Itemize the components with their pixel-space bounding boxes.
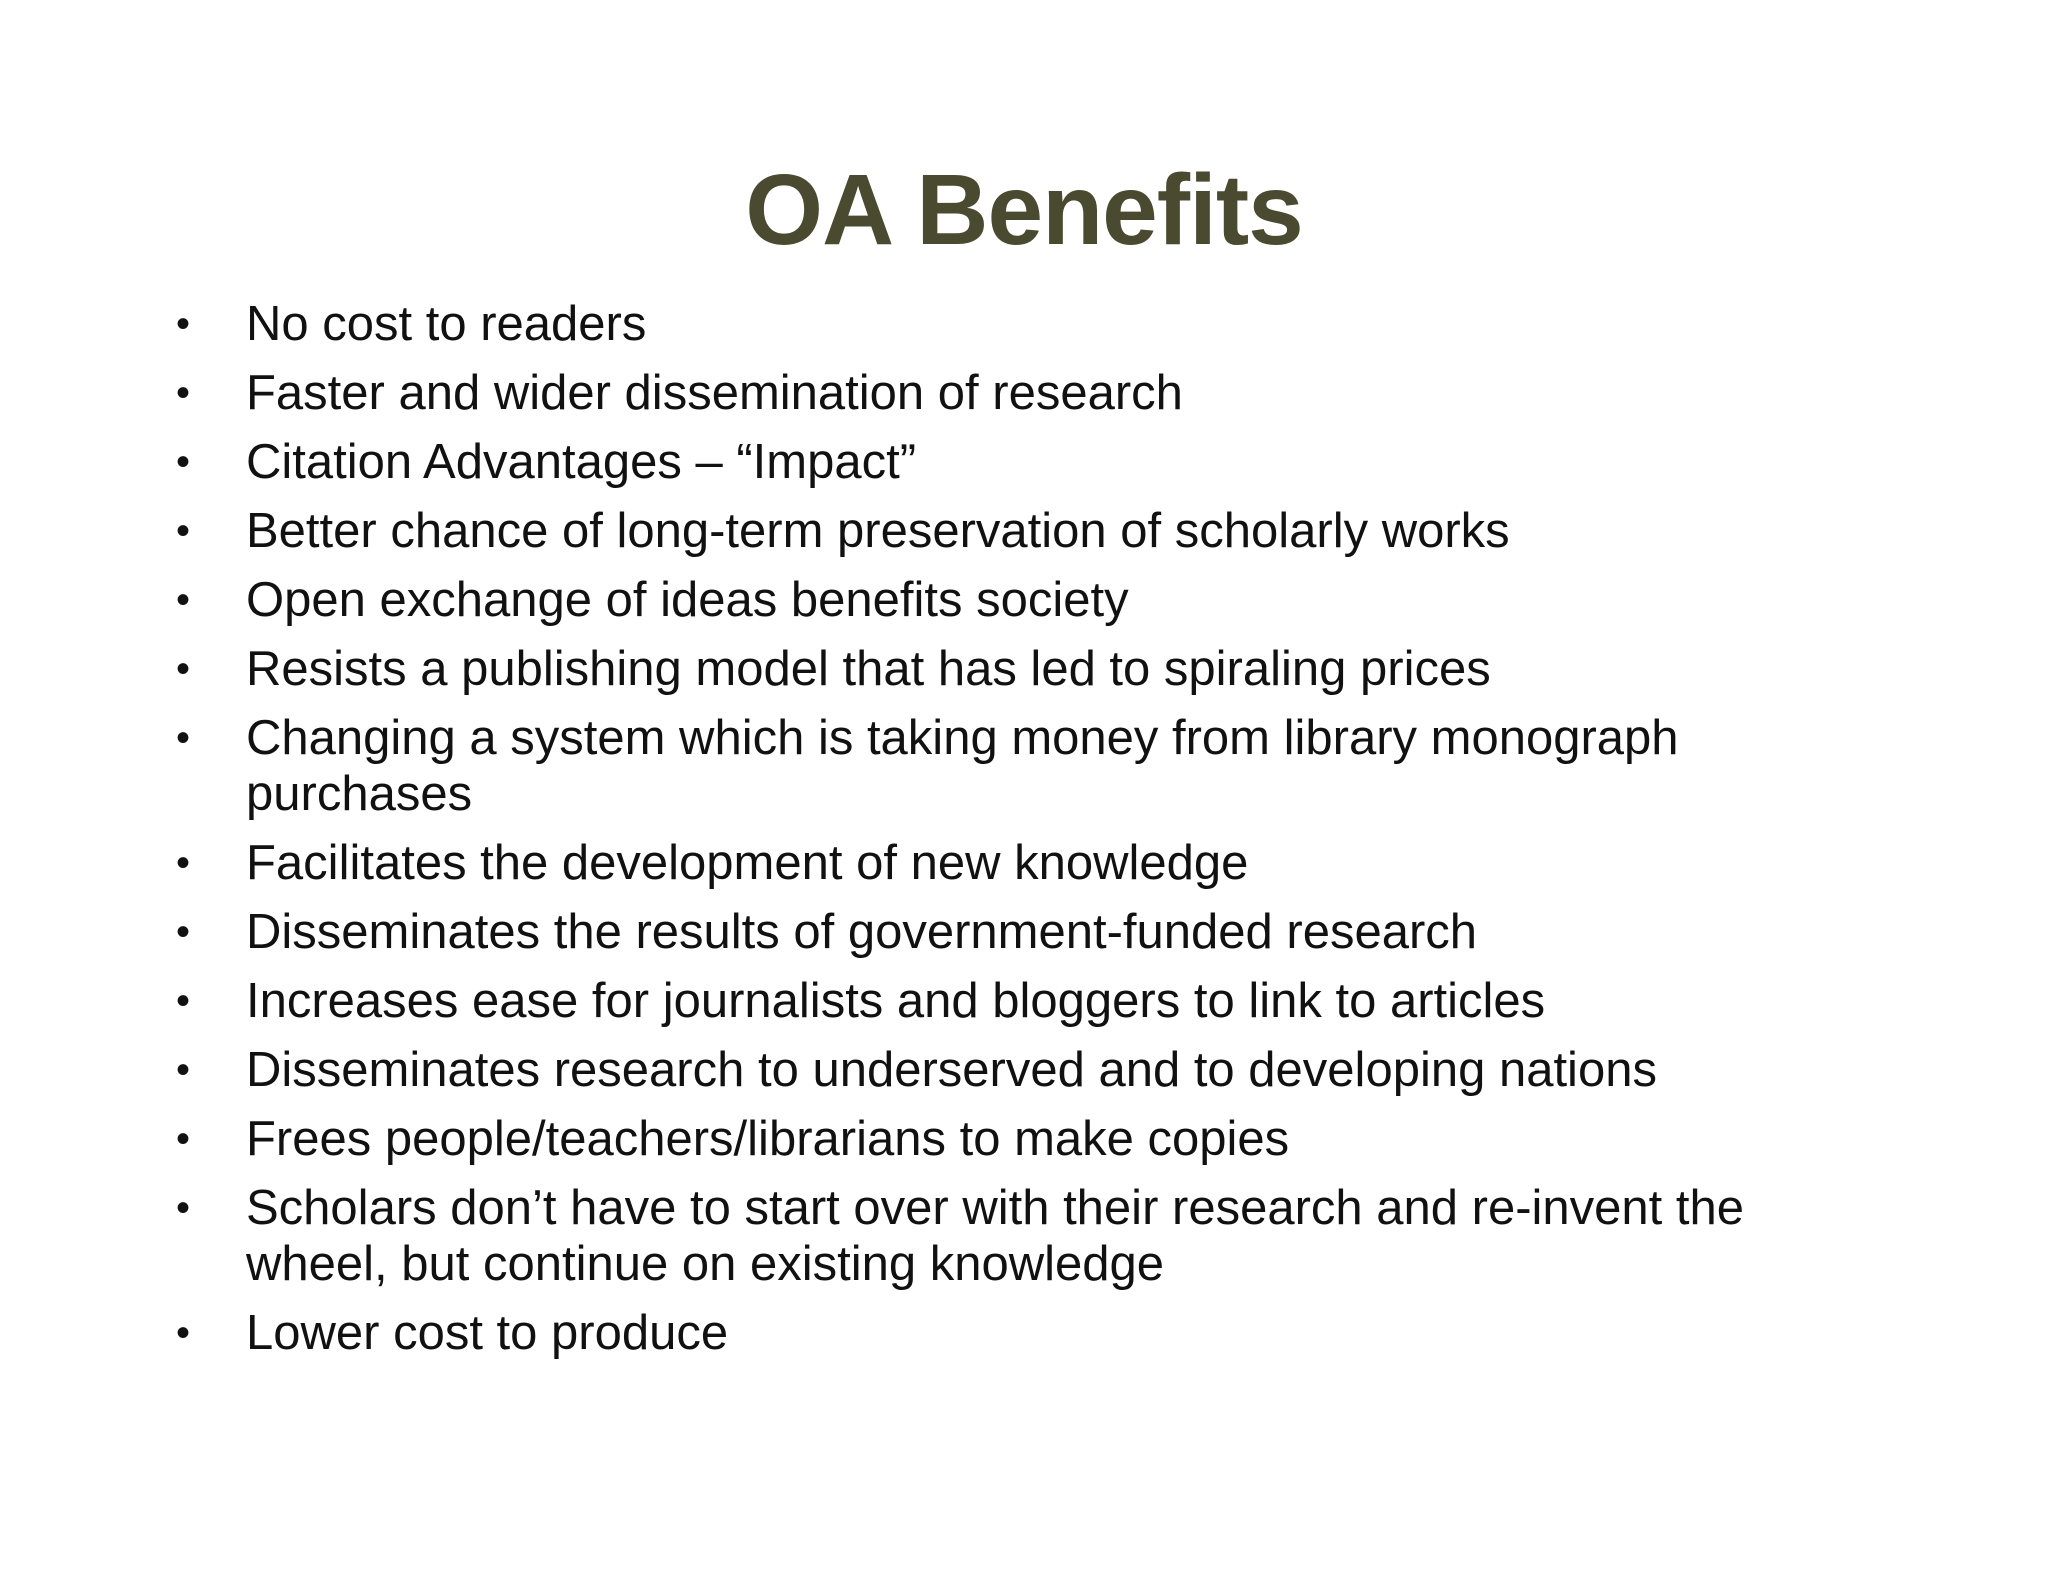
- bullet-text: Increases ease for journalists and bloggers to link to articles: [246, 974, 1546, 1028]
- bullet-item: [0, 1111, 2048, 1167]
- bullet-text: Lower cost to produce: [246, 1306, 729, 1360]
- bullet-item: [0, 572, 2048, 628]
- bullet-item: [0, 1042, 2048, 1098]
- bullet-icon: •: [176, 910, 191, 954]
- bullet-icon: •: [176, 509, 191, 553]
- bullet-item: [0, 365, 2048, 421]
- bullet-item: [0, 835, 2048, 891]
- bullet-text: Disseminates research to underserved and to developing nations: [246, 1043, 1657, 1097]
- bullet-text: Disseminates the results of government-funded research: [246, 905, 1478, 959]
- bullet-icon: •: [176, 578, 191, 622]
- bullet-item: [0, 641, 2048, 697]
- bullet-icon: •: [176, 647, 191, 691]
- bullet-icon: •: [176, 1311, 191, 1355]
- bullet-text: Open exchange of ideas benefits society: [246, 573, 1129, 627]
- bullet-item: [0, 1305, 2048, 1361]
- bullet-item: [0, 503, 2048, 559]
- bullet-text: Scholars don’t have to start over with their research and re-invent the wheel, but continue on existing knowledge: [246, 1181, 1744, 1291]
- bullet-text: Better chance of long-term preservation of scholarly works: [246, 504, 1510, 558]
- bullet-text: Resists a publishing model that has led to spiraling prices: [246, 642, 1491, 696]
- bullet-item: [0, 434, 2048, 490]
- bullet-icon: •: [176, 716, 191, 760]
- bullet-item: [0, 296, 2048, 352]
- bullet-item: [0, 710, 2048, 822]
- bullet-text: Facilitates the development of new knowledge: [246, 836, 1249, 890]
- bullet-item: [0, 1180, 2048, 1292]
- bullet-icon: •: [176, 979, 191, 1023]
- bullet-icon: •: [176, 1048, 191, 1092]
- bullet-icon: •: [176, 440, 191, 484]
- bullet-text: No cost to readers: [246, 297, 647, 351]
- bullet-icon: •: [176, 371, 191, 415]
- bullet-item: [0, 973, 2048, 1029]
- bullet-text: Faster and wider dissemination of research: [246, 366, 1183, 420]
- slide-title: OA Benefits: [745, 154, 1303, 266]
- bullet-item: [0, 904, 2048, 960]
- bullet-icon: •: [176, 1117, 191, 1161]
- bullet-icon: •: [176, 302, 191, 346]
- bullet-text: Frees people/teachers/librarians to make copies: [246, 1112, 1290, 1166]
- bullet-text: Changing a system which is taking money from library monograph purchases: [246, 711, 1679, 821]
- bullet-list: [0, 296, 2048, 1374]
- bullet-text: Citation Advantages – “Impact”: [246, 435, 917, 489]
- bullet-icon: •: [176, 841, 191, 885]
- bullet-icon: •: [176, 1186, 191, 1230]
